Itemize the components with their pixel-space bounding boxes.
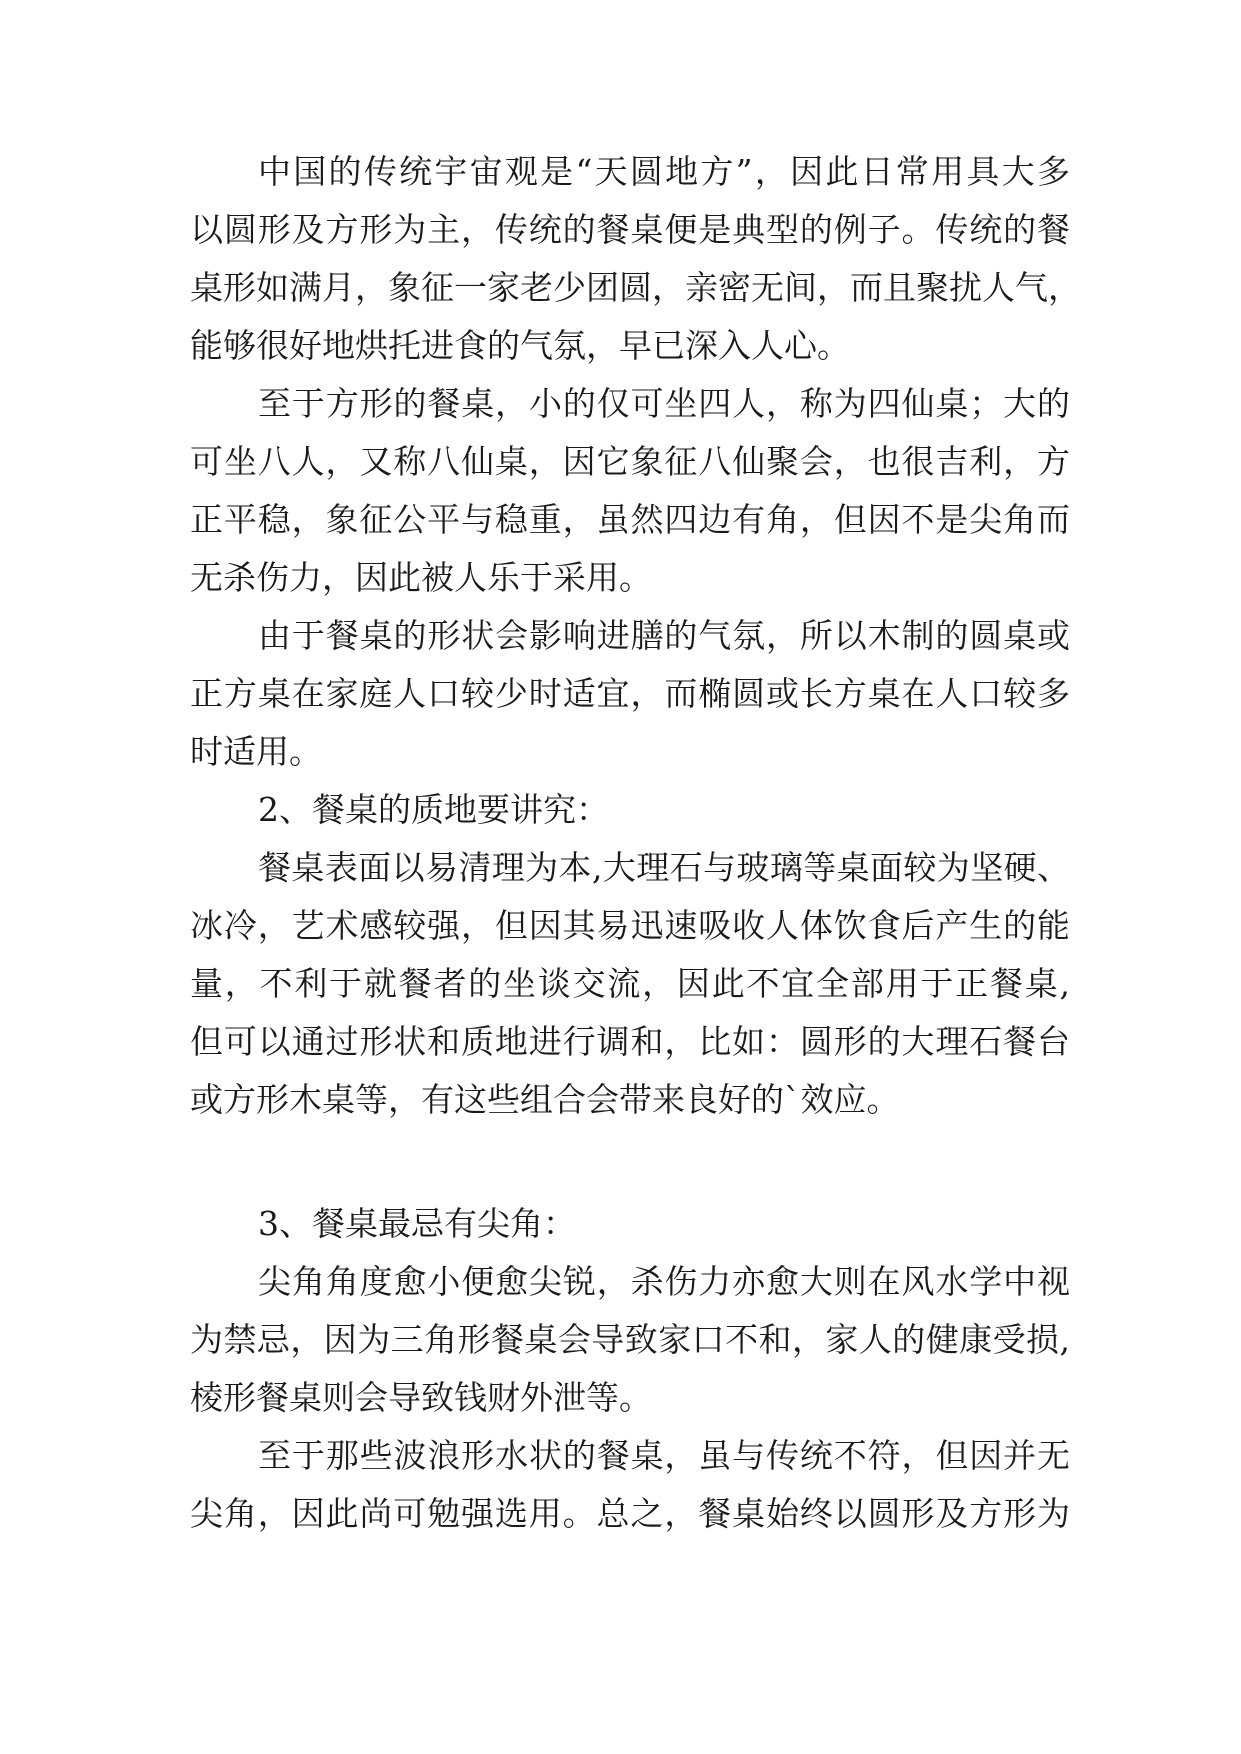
paragraph-2-line-3: 正平稳，象征公平与稳重，虽然四边有角，但因不是尖角而 bbox=[190, 500, 1070, 539]
paragraph-3-line-1: 由于餐桌的形状会影响进膳的气氛，所以木制的圆桌或 bbox=[258, 616, 1070, 655]
paragraph-1-line-2: 以圆形及方形为主，传统的餐桌便是典型的例子。传统的餐 bbox=[190, 210, 1070, 249]
paragraph-4-line-3: 量，不利于就餐者的坐谈交流，因此不宜全部用于正餐桌, bbox=[190, 964, 1070, 1003]
paragraph-4-line-5: 或方形木桌等，有这些组合会带来良好的`效应。 bbox=[190, 1080, 900, 1119]
paragraph-2-line-2: 可坐八人，又称八仙桌，因它象征八仙聚会，也很吉利，方 bbox=[190, 442, 1070, 481]
paragraph-3-line-2: 正方桌在家庭人口较少时适宜，而椭圆或长方桌在人口较多 bbox=[190, 674, 1070, 713]
paragraph-6-line-1: 至于那些波浪形水状的餐桌，虽与传统不符，但因并无 bbox=[258, 1436, 1070, 1475]
paragraph-5-line-1: 尖角角度愈小便愈尖锐，杀伤力亦愈大则在风水学中视 bbox=[258, 1262, 1070, 1301]
paragraph-2-line-1: 至于方形的餐桌，小的仅可坐四人，称为四仙桌；大的 bbox=[258, 384, 1070, 423]
section-heading-3: 3、餐桌最忌有尖角： bbox=[258, 1204, 576, 1243]
paragraph-1-line-4: 能够很好地烘托进食的气氛，早已深入人心。 bbox=[190, 326, 850, 365]
section-heading-2: 2、餐桌的质地要讲究： bbox=[258, 790, 609, 829]
paragraph-4-line-1: 餐桌表面以易清理为本,大理石与玻璃等桌面较为坚硬、 bbox=[258, 848, 1070, 887]
paragraph-2-line-4: 无杀伤力，因此被人乐于采用。 bbox=[190, 558, 652, 597]
paragraph-6-line-2: 尖角，因此尚可勉强选用。总之，餐桌始终以圆形及方形为 bbox=[190, 1494, 1070, 1533]
paragraph-1-line-1: 中国的传统宇宙观是“天圆地方”，因此日常用具大多 bbox=[258, 152, 1070, 191]
paragraph-1-line-3: 桌形如满月，象征一家老少团圆，亲密无间，而且聚扰人气， bbox=[190, 268, 1081, 307]
paragraph-5-line-2: 为禁忌，因为三角形餐桌会导致家口不和，家人的健康受损, bbox=[190, 1320, 1070, 1359]
paragraph-5-line-3: 棱形餐桌则会导致钱财外泄等。 bbox=[190, 1378, 652, 1417]
paragraph-3-line-3: 时适用。 bbox=[190, 732, 322, 771]
paragraph-4-line-4: 但可以通过形状和质地进行调和，比如：圆形的大理石餐台 bbox=[190, 1022, 1070, 1061]
paragraph-4-line-2: 冰冷，艺术感较强，但因其易迅速吸收人体饮食后产生的能 bbox=[190, 906, 1070, 945]
